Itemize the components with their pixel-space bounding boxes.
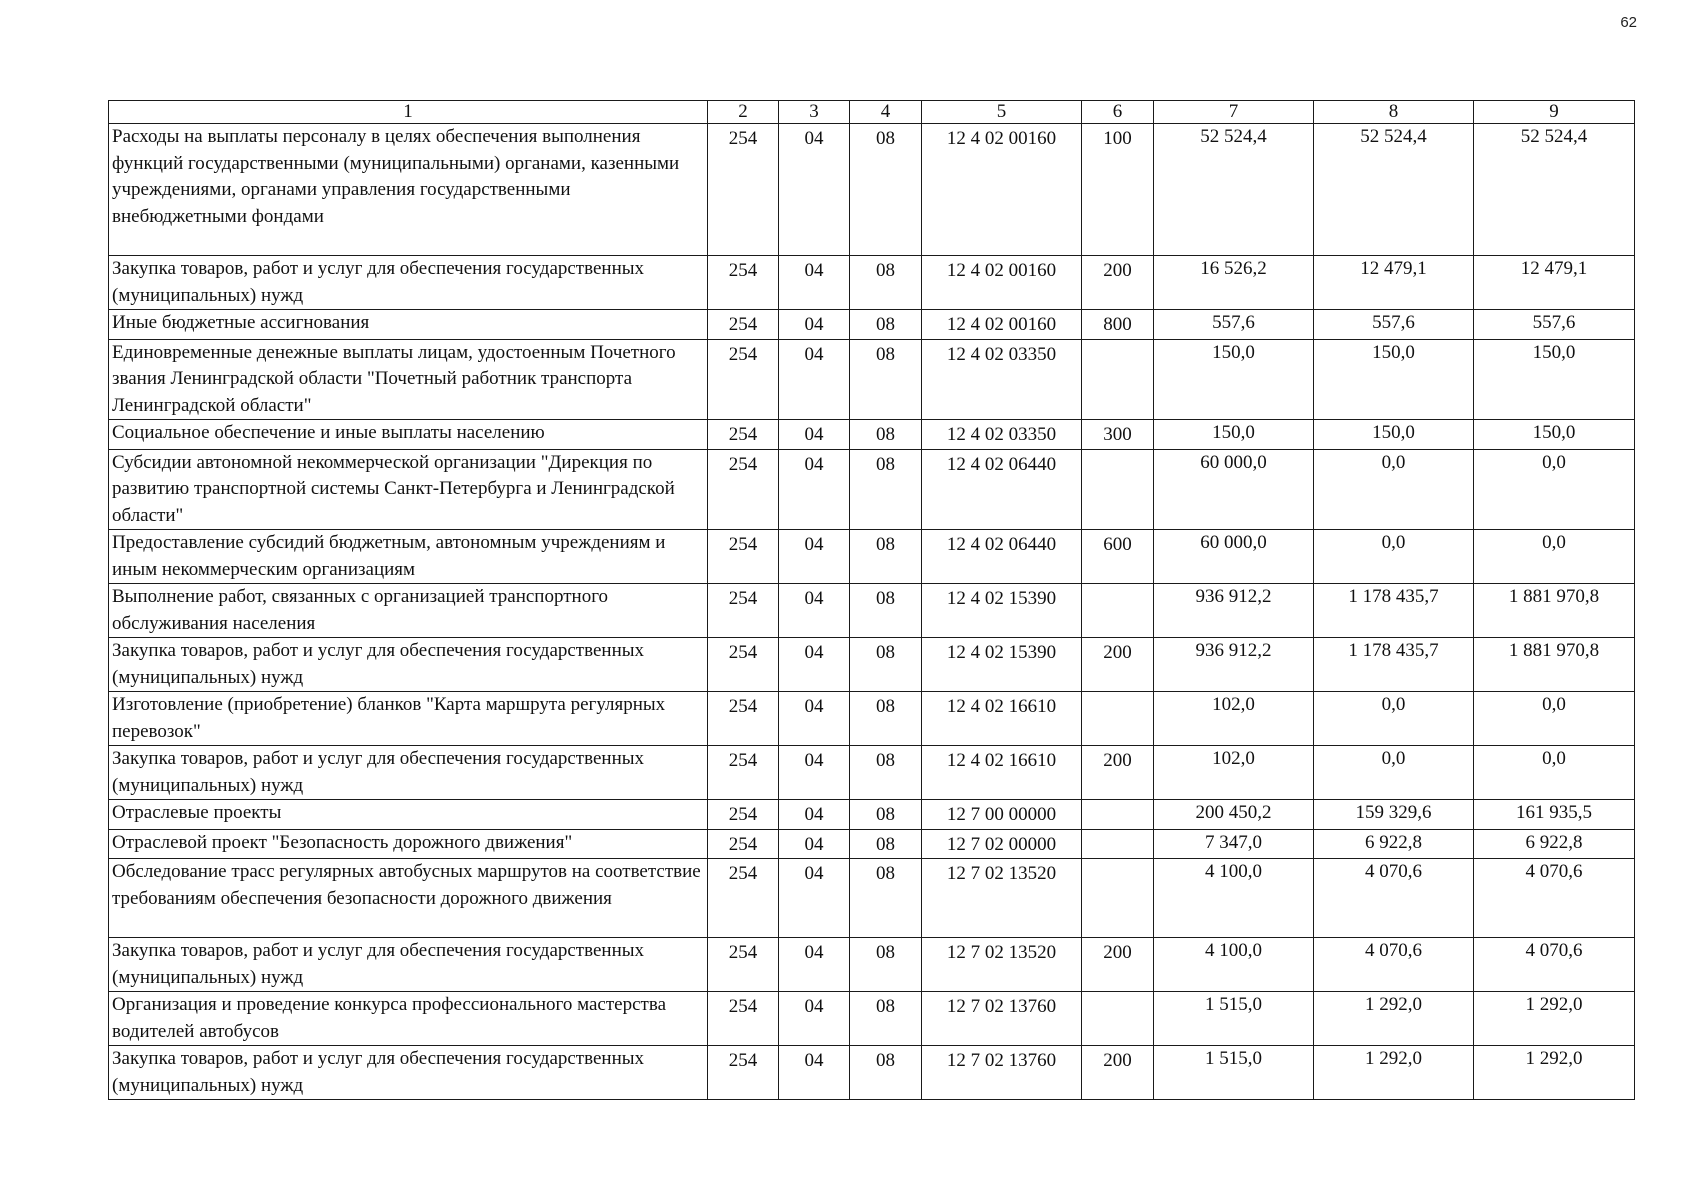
table-row	[109, 124, 1635, 256]
expense-type: 200	[1082, 1046, 1154, 1100]
amount-col9: 150,0	[1474, 339, 1635, 420]
target-article: 12 4 02 00160	[922, 124, 1082, 256]
ministry-code: 254	[708, 584, 779, 638]
amount-col7: 936 912,2	[1154, 584, 1314, 638]
section-code: 04	[779, 938, 850, 992]
expense-type	[1082, 829, 1154, 859]
ministry-code: 254	[708, 692, 779, 746]
expense-name: Закупка товаров, работ и услуг для обеспечения государственных (муниципальных) нужд	[109, 638, 708, 692]
amount-col9: 4 070,6	[1474, 859, 1635, 938]
ministry-code: 254	[708, 1046, 779, 1100]
target-article: 12 7 02 13760	[922, 1046, 1082, 1100]
amount-col9: 150,0	[1474, 420, 1635, 450]
amount-col8: 0,0	[1314, 530, 1474, 584]
section-code: 04	[779, 829, 850, 859]
amount-col8: 12 479,1	[1314, 256, 1474, 310]
expense-name: Закупка товаров, работ и услуг для обеспечения государственных (муниципальных) нужд	[109, 1046, 708, 1100]
header-cell: 3	[779, 101, 850, 124]
amount-col8: 557,6	[1314, 310, 1474, 340]
expense-type: 100	[1082, 124, 1154, 256]
ministry-code: 254	[708, 310, 779, 340]
target-article: 12 7 02 00000	[922, 829, 1082, 859]
expense-name: Отраслевой проект "Безопасность дорожного движения"	[109, 829, 708, 859]
header-row	[109, 101, 1635, 124]
amount-col8: 0,0	[1314, 692, 1474, 746]
target-article: 12 4 02 16610	[922, 692, 1082, 746]
expense-type	[1082, 692, 1154, 746]
amount-col9: 161 935,5	[1474, 800, 1635, 830]
subsection-code: 08	[850, 449, 922, 530]
amount-col7: 52 524,4	[1154, 124, 1314, 256]
target-article: 12 4 02 06440	[922, 449, 1082, 530]
expense-name: Закупка товаров, работ и услуг для обеспечения государственных (муниципальных) нужд	[109, 938, 708, 992]
expense-type: 300	[1082, 420, 1154, 450]
expense-name: Обследование трасс регулярных автобусных маршрутов на соответствие требованиям обеспечения безопасности дорожного движения	[109, 859, 708, 938]
target-article: 12 7 02 13520	[922, 938, 1082, 992]
expense-type	[1082, 800, 1154, 830]
section-code: 04	[779, 124, 850, 256]
amount-col8: 0,0	[1314, 746, 1474, 800]
subsection-code: 08	[850, 124, 922, 256]
target-article: 12 4 02 00160	[922, 310, 1082, 340]
section-code: 04	[779, 449, 850, 530]
amount-col8: 6 922,8	[1314, 829, 1474, 859]
target-article: 12 4 02 03350	[922, 420, 1082, 450]
subsection-code: 08	[850, 1046, 922, 1100]
table-row	[109, 449, 1635, 530]
target-article: 12 7 00 00000	[922, 800, 1082, 830]
ministry-code: 254	[708, 530, 779, 584]
expense-name: Выполнение работ, связанных с организацией транспортного обслуживания населения	[109, 584, 708, 638]
target-article: 12 4 02 06440	[922, 530, 1082, 584]
expense-type	[1082, 449, 1154, 530]
target-article: 12 7 02 13760	[922, 992, 1082, 1046]
ministry-code: 254	[708, 124, 779, 256]
table-row	[109, 938, 1635, 992]
amount-col7: 60 000,0	[1154, 530, 1314, 584]
amount-col9: 0,0	[1474, 692, 1635, 746]
amount-col7: 102,0	[1154, 692, 1314, 746]
amount-col8: 1 178 435,7	[1314, 638, 1474, 692]
subsection-code: 08	[850, 692, 922, 746]
amount-col9: 1 881 970,8	[1474, 638, 1635, 692]
expense-type: 600	[1082, 530, 1154, 584]
section-code: 04	[779, 339, 850, 420]
section-code: 04	[779, 692, 850, 746]
amount-col8: 1 292,0	[1314, 992, 1474, 1046]
amount-col7: 1 515,0	[1154, 992, 1314, 1046]
table-row	[109, 1046, 1635, 1100]
amount-col7: 4 100,0	[1154, 859, 1314, 938]
subsection-code: 08	[850, 420, 922, 450]
amount-col7: 102,0	[1154, 746, 1314, 800]
section-code: 04	[779, 746, 850, 800]
target-article: 12 4 02 03350	[922, 339, 1082, 420]
ministry-code: 254	[708, 256, 779, 310]
expense-name: Изготовление (приобретение) бланков "Карта маршрута регулярных перевозок"	[109, 692, 708, 746]
expense-type: 200	[1082, 938, 1154, 992]
amount-col7: 1 515,0	[1154, 1046, 1314, 1100]
ministry-code: 254	[708, 800, 779, 830]
table-row	[109, 530, 1635, 584]
subsection-code: 08	[850, 992, 922, 1046]
amount-col8: 52 524,4	[1314, 124, 1474, 256]
amount-col9: 6 922,8	[1474, 829, 1635, 859]
expense-name: Социальное обеспечение и иные выплаты населению	[109, 420, 708, 450]
amount-col9: 0,0	[1474, 449, 1635, 530]
target-article: 12 4 02 16610	[922, 746, 1082, 800]
subsection-code: 08	[850, 800, 922, 830]
table-row	[109, 638, 1635, 692]
amount-col8: 150,0	[1314, 339, 1474, 420]
header-cell: 5	[922, 101, 1082, 124]
expense-type	[1082, 992, 1154, 1046]
amount-col7: 936 912,2	[1154, 638, 1314, 692]
subsection-code: 08	[850, 584, 922, 638]
ministry-code: 254	[708, 938, 779, 992]
budget-table	[108, 100, 1635, 1100]
amount-col7: 4 100,0	[1154, 938, 1314, 992]
header-cell: 2	[708, 101, 779, 124]
ministry-code: 254	[708, 339, 779, 420]
subsection-code: 08	[850, 256, 922, 310]
amount-col8: 1 178 435,7	[1314, 584, 1474, 638]
page-number: 62	[1620, 14, 1637, 31]
subsection-code: 08	[850, 859, 922, 938]
subsection-code: 08	[850, 638, 922, 692]
header-cell: 4	[850, 101, 922, 124]
table-row	[109, 800, 1635, 830]
subsection-code: 08	[850, 530, 922, 584]
subsection-code: 08	[850, 746, 922, 800]
expense-type	[1082, 859, 1154, 938]
header-cell: 9	[1474, 101, 1635, 124]
header-cell: 7	[1154, 101, 1314, 124]
section-code: 04	[779, 800, 850, 830]
section-code: 04	[779, 992, 850, 1046]
amount-col9: 12 479,1	[1474, 256, 1635, 310]
table-row	[109, 992, 1635, 1046]
expense-name: Отраслевые проекты	[109, 800, 708, 830]
amount-col7: 16 526,2	[1154, 256, 1314, 310]
table-row	[109, 310, 1635, 340]
subsection-code: 08	[850, 829, 922, 859]
amount-col8: 4 070,6	[1314, 859, 1474, 938]
amount-col9: 1 292,0	[1474, 992, 1635, 1046]
section-code: 04	[779, 310, 850, 340]
expense-name: Расходы на выплаты персоналу в целях обеспечения выполнения функций государственными (муниципальными) органами, казенными учреждениями, органами управления государственными внебюджетными фондами	[109, 124, 708, 256]
amount-col9: 52 524,4	[1474, 124, 1635, 256]
amount-col8: 1 292,0	[1314, 1046, 1474, 1100]
subsection-code: 08	[850, 938, 922, 992]
amount-col9: 1 292,0	[1474, 1046, 1635, 1100]
table-row	[109, 584, 1635, 638]
ministry-code: 254	[708, 746, 779, 800]
amount-col8: 0,0	[1314, 449, 1474, 530]
table-row	[109, 692, 1635, 746]
subsection-code: 08	[850, 310, 922, 340]
section-code: 04	[779, 1046, 850, 1100]
expense-name: Предоставление субсидий бюджетным, автономным учреждениям и иным некоммерческим организациям	[109, 530, 708, 584]
ministry-code: 254	[708, 638, 779, 692]
ministry-code: 254	[708, 859, 779, 938]
target-article: 12 7 02 13520	[922, 859, 1082, 938]
ministry-code: 254	[708, 449, 779, 530]
target-article: 12 4 02 15390	[922, 584, 1082, 638]
amount-col9: 4 070,6	[1474, 938, 1635, 992]
table-row	[109, 829, 1635, 859]
amount-col7: 200 450,2	[1154, 800, 1314, 830]
expense-type: 800	[1082, 310, 1154, 340]
expense-name: Единовременные денежные выплаты лицам, удостоенным Почетного звания Ленинградской области "Почетный работник транспорта Ленинградской области"	[109, 339, 708, 420]
table-row	[109, 256, 1635, 310]
expense-type: 200	[1082, 746, 1154, 800]
section-code: 04	[779, 584, 850, 638]
header-cell: 1	[109, 101, 708, 124]
section-code: 04	[779, 420, 850, 450]
amount-col7: 150,0	[1154, 339, 1314, 420]
section-code: 04	[779, 530, 850, 584]
amount-col7: 557,6	[1154, 310, 1314, 340]
expense-type	[1082, 339, 1154, 420]
target-article: 12 4 02 15390	[922, 638, 1082, 692]
ministry-code: 254	[708, 992, 779, 1046]
table-row	[109, 420, 1635, 450]
subsection-code: 08	[850, 339, 922, 420]
amount-col9: 557,6	[1474, 310, 1635, 340]
table-row	[109, 746, 1635, 800]
expense-type: 200	[1082, 256, 1154, 310]
expense-type	[1082, 584, 1154, 638]
section-code: 04	[779, 859, 850, 938]
amount-col7: 150,0	[1154, 420, 1314, 450]
header-cell: 6	[1082, 101, 1154, 124]
section-code: 04	[779, 256, 850, 310]
amount-col8: 159 329,6	[1314, 800, 1474, 830]
expense-name: Иные бюджетные ассигнования	[109, 310, 708, 340]
expense-name: Организация и проведение конкурса профессионального мастерства водителей автобусов	[109, 992, 708, 1046]
target-article: 12 4 02 00160	[922, 256, 1082, 310]
amount-col9: 1 881 970,8	[1474, 584, 1635, 638]
amount-col9: 0,0	[1474, 746, 1635, 800]
expense-type: 200	[1082, 638, 1154, 692]
header-cell: 8	[1314, 101, 1474, 124]
section-code: 04	[779, 638, 850, 692]
ministry-code: 254	[708, 420, 779, 450]
amount-col7: 7 347,0	[1154, 829, 1314, 859]
expense-name: Закупка товаров, работ и услуг для обеспечения государственных (муниципальных) нужд	[109, 256, 708, 310]
amount-col7: 60 000,0	[1154, 449, 1314, 530]
ministry-code: 254	[708, 829, 779, 859]
expense-name: Субсидии автономной некоммерческой организации "Дирекция по развитию транспортной системы Санкт-Петербурга и Ленинградской области"	[109, 449, 708, 530]
amount-col8: 4 070,6	[1314, 938, 1474, 992]
amount-col9: 0,0	[1474, 530, 1635, 584]
table-row	[109, 859, 1635, 938]
table-row	[109, 339, 1635, 420]
amount-col8: 150,0	[1314, 420, 1474, 450]
expense-name: Закупка товаров, работ и услуг для обеспечения государственных (муниципальных) нужд	[109, 746, 708, 800]
